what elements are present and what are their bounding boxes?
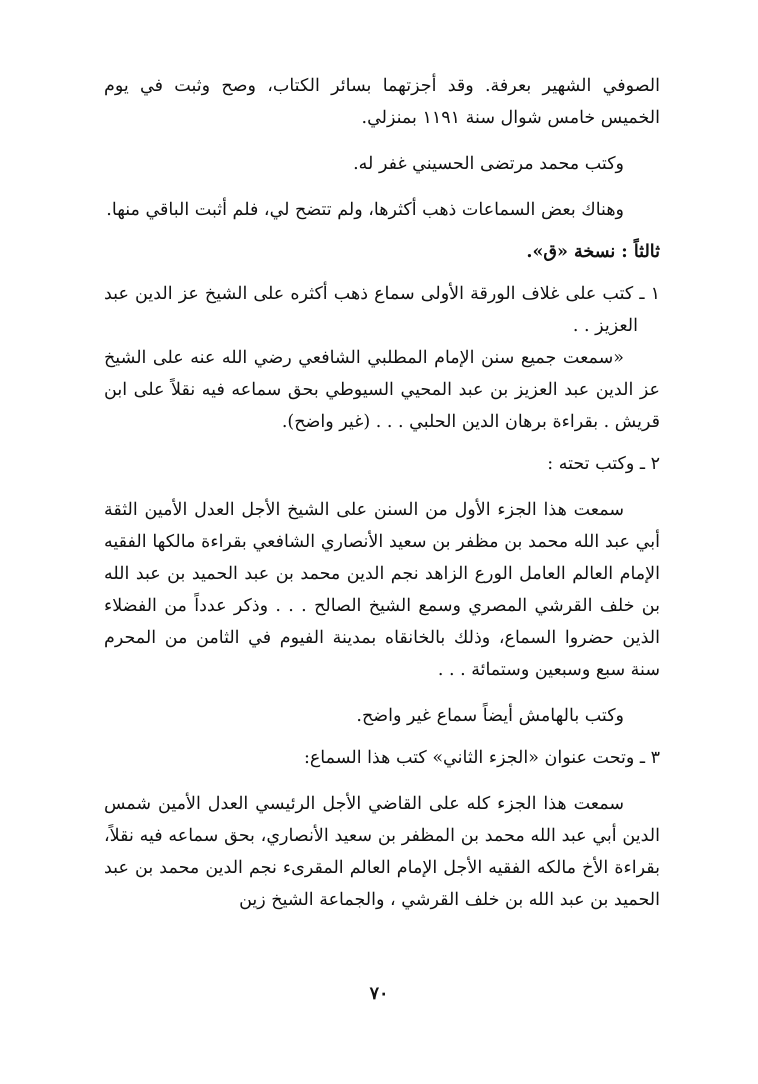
- list-item-3: ٣ ـ وتحت عنوان «الجزء الثاني» كتب هذا السماع:: [303, 748, 660, 768]
- section-heading-copy-q: ثالثاً : نسخة «ق».: [526, 242, 660, 262]
- paragraph-samaa-first-part: سمعت هذا الجزء الأول من السنن على الشيخ الأجل العدل الأمين الثقة أبي عبد الله محمد بن مظفر بن سعيد الأنصاري الشافعي بقراءة مالكها الفقيه الإمام العالم العامل الورع الزاهد نجم الدين محمد بن عبد الحميد بن عبد الله بن خلف القرشي المصري وسمع الشيخ الصالح . . . وذكر عدداً من الفضلاء الذين حضروا السماع، وذلك بالخانقاه بمدينة الفيوم في الثامن من المحرم سنة سبع وسبعين وستمائة . . .: [104, 500, 660, 680]
- paragraph-other-samaat: وهناك بعض السماعات ذهب أكثرها، ولم تتضح لي، فلم أثبت الباقي منها.: [106, 200, 624, 220]
- list-item-1: ١ ـ كتب على غلاف الورقة الأولى سماع ذهب أكثره على الشيخ عز الدين عبد العزيز . .: [104, 284, 660, 336]
- body-text: [104, 70, 660, 916]
- paragraph-signature: وكتب محمد مرتضى الحسيني غفر له.: [353, 154, 624, 174]
- paragraph-samaa-second-part: سمعت هذا الجزء كله على القاضي الأجل الرئيسي العدل الأمين شمس الدين أبي عبد الله محمد بن المظفر بن سعيد الأنصاري، بحق سماعه فيه نقلاً، بقراءة الأخ مالكه الفقيه الأجل الإمام العالم المقرىء نجم الدين محمد بن عبد الحميد بن عبد الله بن خلف القرشي ، والجماعة الشيخ زين: [104, 794, 660, 910]
- page-number: ٧٠: [369, 984, 389, 1004]
- paragraph-margin-note: وكتب بالهامش أيضاً سماع غير واضح.: [356, 706, 624, 726]
- paragraph-colophon-end: الصوفي الشهير بعرفة. وقد أجزتهما بسائر الكتاب، وصح وثبت في يوم الخميس خامس شوال سنة ١١٩١ بمنزلي.: [104, 76, 660, 128]
- list-item-2: ٢ ـ وكتب تحته :: [547, 454, 660, 474]
- paragraph-quote-samaa: «سمعت جميع سنن الإمام المطلبي الشافعي رضي الله عنه على الشيخ عز الدين عبد العزيز بن عبد المحيي السيوطي بحق سماعه فيه نقلاً على ابن قريش . بقراءة برهان الدين الحلبي . . . (غير واضح).: [104, 348, 660, 432]
